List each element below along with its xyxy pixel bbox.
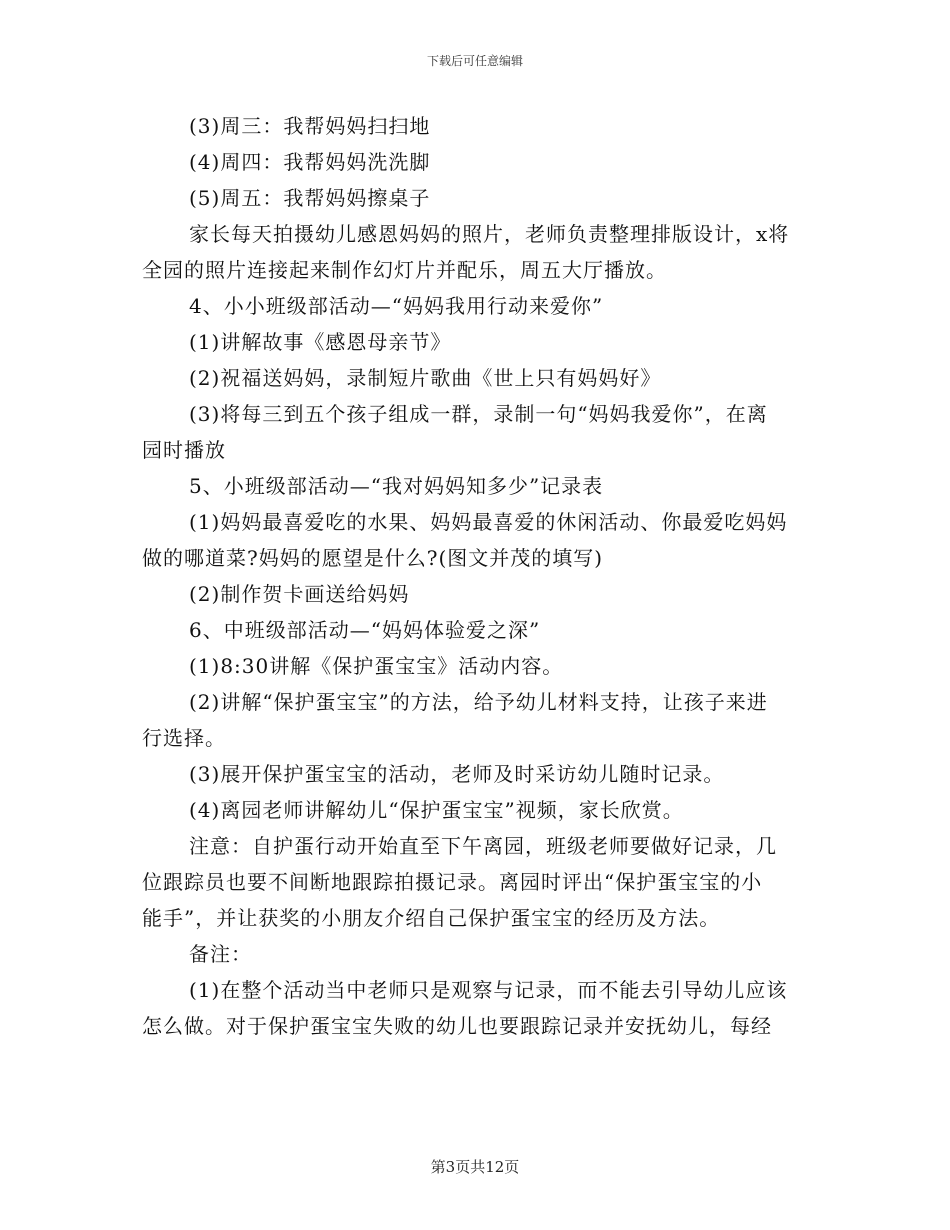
list-item: (2)祝福送妈妈，录制短片歌曲《世上只有妈妈好》 bbox=[189, 366, 662, 390]
list-item: (2)制作贺卡画送给妈妈 bbox=[189, 582, 410, 606]
paragraph-line: 位跟踪员也要不间断地跟踪拍摄记录。离园时评出“保护蛋宝宝的小 bbox=[142, 870, 763, 894]
list-item: (4)周四：我帮妈妈洗洗脚 bbox=[189, 150, 431, 174]
page-header: 下载后可任意编辑 bbox=[426, 54, 523, 68]
section-heading: 备注： bbox=[189, 942, 252, 966]
list-item: (3)将每三到五个孩子组成一群，录制一句“妈妈我爱你”，在离 bbox=[189, 402, 768, 426]
section-heading: 5、小班级部活动—“我对妈妈知多少”记录表 bbox=[189, 474, 604, 498]
section-heading: 4、小小班级部活动—“妈妈我用行动来爱你” bbox=[189, 294, 604, 318]
page-footer: 第3页共12页 bbox=[430, 1158, 520, 1176]
list-item: (3)展开保护蛋宝宝的活动，老师及时采访幼儿随时记录。 bbox=[189, 762, 725, 786]
paragraph-line: 能手”，并让获奖的小朋友介绍自己保护蛋宝宝的经历及方法。 bbox=[142, 906, 721, 930]
paragraph-line: 行选择。 bbox=[142, 726, 226, 750]
paragraph-line: 家长每天拍摄幼儿感恩妈妈的照片，老师负责整理排版设计，x将 bbox=[189, 222, 790, 246]
list-item: (1)在整个活动当中老师只是观察与记录，而不能去引导幼儿应该 bbox=[189, 978, 788, 1002]
list-item: (1)妈妈最喜爱吃的水果、妈妈最喜爱的休闲活动、你最爱吃妈妈 bbox=[189, 510, 788, 534]
paragraph-line: 怎么做。对于保护蛋宝宝失败的幼儿也要跟踪记录并安抚幼儿，每经 bbox=[142, 1014, 772, 1038]
paragraph-line: 全园的照片连接起来制作幻灯片并配乐，周五大厅播放。 bbox=[142, 258, 667, 282]
list-item: (3)周三：我帮妈妈扫扫地 bbox=[189, 114, 431, 138]
list-item: (5)周五：我帮妈妈擦桌子 bbox=[189, 186, 431, 210]
paragraph-line: 园时播放 bbox=[142, 438, 226, 462]
paragraph-line: 做的哪道菜?妈妈的愿望是什么?(图文并茂的填写) bbox=[142, 546, 604, 570]
list-item: (2)讲解“保护蛋宝宝”的方法，给予幼儿材料支持，让孩子来进 bbox=[189, 690, 768, 714]
document-body bbox=[142, 108, 810, 1044]
list-item: (1)8:30讲解《保护蛋宝宝》活动内容。 bbox=[189, 654, 564, 678]
paragraph-line: 注意：自护蛋行动开始直至下午离园，班级老师要做好记录，几 bbox=[189, 834, 777, 858]
list-item: (4)离园老师讲解幼儿“保护蛋宝宝”视频，家长欣赏。 bbox=[189, 798, 684, 822]
section-heading: 6、中班级部活动—“妈妈体验爱之深” bbox=[189, 618, 541, 642]
list-item: (1)讲解故事《感恩母亲节》 bbox=[189, 330, 452, 354]
